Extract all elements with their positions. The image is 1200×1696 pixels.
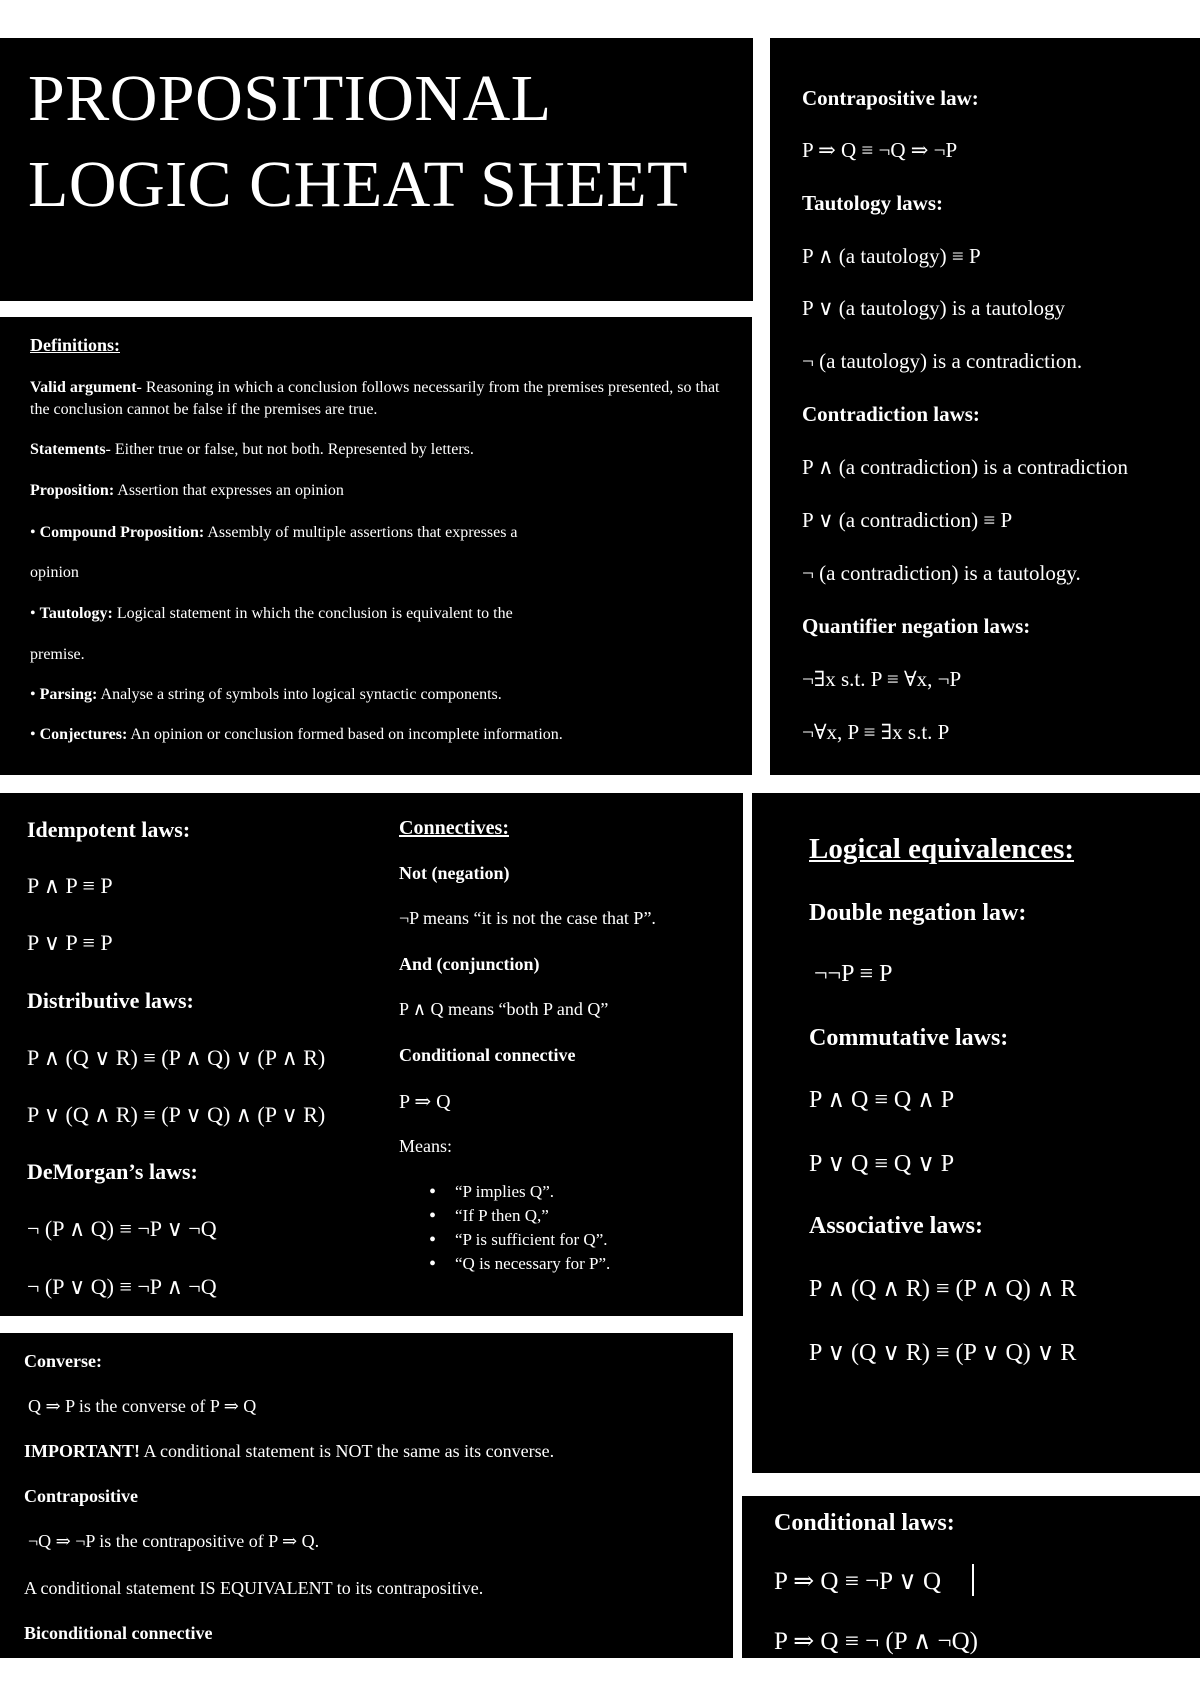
- conditional-laws-heading: Conditional laws:: [774, 1510, 955, 1536]
- converse-heading: Converse:: [24, 1351, 102, 1371]
- contradiction-law-1: P ∧ (a contradiction) is a contradiction: [802, 455, 1128, 479]
- definition-text: An opinion or conclusion formed based on incomplete information.: [127, 726, 563, 743]
- contradiction-law-3: ¬ (a contradiction) is a tautology.: [802, 561, 1081, 585]
- idempotent-law-1: P ∧ P ≡ P: [27, 873, 113, 898]
- definition-term: Parsing:: [39, 686, 98, 703]
- quantifier-law-1: ¬∃x s.t. P ≡ ∀x, ¬P: [802, 667, 962, 691]
- connective-not-heading: Not (negation): [399, 863, 510, 883]
- definitions-panel: [0, 317, 752, 775]
- distributive-laws-heading: Distributive laws:: [27, 988, 194, 1013]
- biconditional-heading: Biconditional connective: [24, 1623, 213, 1643]
- associative-laws-heading: Associative laws:: [809, 1213, 983, 1239]
- bullet: •: [30, 726, 36, 743]
- means-item: • “P is sufficient for Q”.: [425, 1228, 610, 1252]
- means-item: • “If P then Q,”: [425, 1204, 610, 1228]
- equivalences-heading: Logical equivalences:: [809, 833, 1075, 865]
- definition-tautology-continuation: premise.: [30, 646, 85, 663]
- contrapositive-text: ¬Q ⇒ ¬P is the contrapositive of P ⇒ Q.: [28, 1531, 320, 1551]
- connective-conditional-text: P ⇒ Q: [399, 1091, 451, 1113]
- tautology-law-2: P ∨ (a tautology) is a tautology: [802, 296, 1066, 320]
- important-text: A conditional statement is NOT the same as its converse.: [140, 1441, 555, 1461]
- definition-term: Statements: [30, 441, 106, 458]
- equivalences-panel: [752, 793, 1200, 1473]
- means-item: • “Q is necessary for P”.: [425, 1252, 610, 1276]
- contrapositive-law-1: P ⇒ Q ≡ ¬Q ⇒ ¬P: [802, 138, 958, 162]
- connective-not-text: ¬P means “it is not the case that P”.: [399, 908, 656, 928]
- converse-text: Q ⇒ P is the converse of P ⇒ Q: [28, 1396, 257, 1416]
- definition-text: - Reasoning in which a conclusion follows necessarily from the premises presented, so that the conclusion cannot be false if the premises are true.: [30, 379, 720, 418]
- double-negation-law: ¬¬P ≡ P: [814, 961, 893, 987]
- demorgan-laws-heading: DeMorgan’s laws:: [27, 1159, 198, 1184]
- definition-text: Analyse a string of symbols into logical syntactic components.: [97, 686, 502, 703]
- quantifier-laws-heading: Quantifier negation laws:: [802, 614, 1031, 638]
- conditional-law-1: P ⇒ Q ≡ ¬P ∨ Q: [774, 1568, 942, 1595]
- page-title-line-2: LOGIC CHEAT SHEET: [28, 148, 688, 221]
- double-negation-heading: Double negation law:: [809, 900, 1027, 926]
- definition-statements: [30, 439, 474, 461]
- connective-and-text: P ∧ Q means “both P and Q”: [399, 999, 609, 1019]
- definitions-heading: Definitions:: [30, 335, 120, 355]
- demorgan-law-2: ¬ (P ∨ Q) ≡ ¬P ∧ ¬Q: [27, 1274, 217, 1299]
- commutative-law-1: P ∧ Q ≡ Q ∧ P: [809, 1087, 955, 1113]
- bullet: •: [30, 605, 36, 622]
- definition-parsing: [30, 684, 502, 706]
- conditional-law-2: P ⇒ Q ≡ ¬ (P ∧ ¬Q): [774, 1628, 979, 1655]
- definition-term: Tautology:: [39, 605, 113, 622]
- idempotent-law-2: P ∨ P ≡ P: [27, 930, 113, 955]
- bottom-margin: [0, 1658, 1200, 1696]
- laws-right-panel: [770, 38, 1200, 775]
- page-title-line-1: PROPOSITIONAL: [28, 62, 552, 135]
- distributive-law-1: P ∧ (Q ∨ R) ≡ (P ∧ Q) ∨ (P ∧ R): [27, 1045, 326, 1070]
- converse-panel: [0, 1333, 733, 1696]
- converse-important: [24, 1441, 554, 1462]
- definition-text: Assertion that expresses an opinion: [114, 482, 344, 499]
- definition-valid-argument: [30, 377, 720, 421]
- laws-left-panel: [0, 793, 385, 1316]
- commutative-laws-heading: Commutative laws:: [809, 1025, 1009, 1051]
- title-panel: [0, 38, 753, 301]
- demorgan-law-1: ¬ (P ∧ Q) ≡ ¬P ∨ ¬Q: [27, 1216, 217, 1241]
- definition-term: Valid argument: [30, 379, 137, 396]
- definition-term: Conjectures:: [39, 726, 128, 743]
- contradiction-laws-heading: Contradiction laws:: [802, 402, 980, 426]
- definition-compound-proposition: [30, 522, 518, 544]
- contrapositive-heading: Contrapositive: [24, 1486, 138, 1506]
- tautology-law-1: P ∧ (a tautology) ≡ P: [802, 244, 981, 268]
- commutative-law-2: P ∨ Q ≡ Q ∨ P: [809, 1151, 955, 1177]
- bullet: •: [30, 524, 36, 541]
- definition-conjectures: [30, 724, 563, 746]
- tautology-laws-heading: Tautology laws:: [802, 191, 944, 215]
- contrapositive-law-heading: Contrapositive law:: [802, 86, 979, 110]
- definition-compound-continuation: opinion: [30, 564, 79, 581]
- distributive-law-2: P ∨ (Q ∧ R) ≡ (P ∨ Q) ∧ (P ∨ R): [27, 1102, 326, 1127]
- connective-conditional-heading: Conditional connective: [399, 1045, 576, 1065]
- definition-tautology: [30, 603, 513, 625]
- tautology-law-3: ¬ (a tautology) is a contradiction.: [802, 349, 1083, 373]
- idempotent-laws-heading: Idempotent laws:: [27, 817, 191, 842]
- connectives-panel: [385, 793, 743, 1316]
- definition-text: - Either true or false, but not both. Represented by letters.: [105, 441, 474, 458]
- associative-law-1: P ∧ (Q ∧ R) ≡ (P ∧ Q) ∧ R: [809, 1276, 1077, 1302]
- bullet: •: [30, 686, 36, 703]
- contradiction-law-2: P ∨ (a contradiction) ≡ P: [802, 508, 1013, 532]
- associative-law-2: P ∨ (Q ∨ R) ≡ (P ∨ Q) ∨ R: [809, 1340, 1077, 1366]
- contrapositive-equivalent-text: A conditional statement IS EQUIVALENT to its contrapositive.: [24, 1578, 484, 1598]
- definition-text: Logical statement in which the conclusion is equivalent to the: [112, 605, 513, 622]
- definition-proposition: [30, 480, 344, 502]
- definition-term: Proposition:: [30, 482, 115, 499]
- connective-and-heading: And (conjunction): [399, 954, 540, 974]
- means-list: [425, 1180, 610, 1276]
- connectives-heading: Connectives:: [399, 817, 509, 839]
- important-label: IMPORTANT!: [24, 1441, 141, 1461]
- quantifier-law-2: ¬∀x, P ≡ ∃x s.t. P: [802, 720, 950, 744]
- definition-term: Compound Proposition:: [39, 524, 205, 541]
- definition-text: Assembly of multiple assertions that expresses a: [204, 524, 518, 541]
- connective-means-label: Means:: [399, 1136, 452, 1156]
- text-cursor: [972, 1564, 974, 1596]
- means-item: • “P implies Q”.: [425, 1180, 610, 1204]
